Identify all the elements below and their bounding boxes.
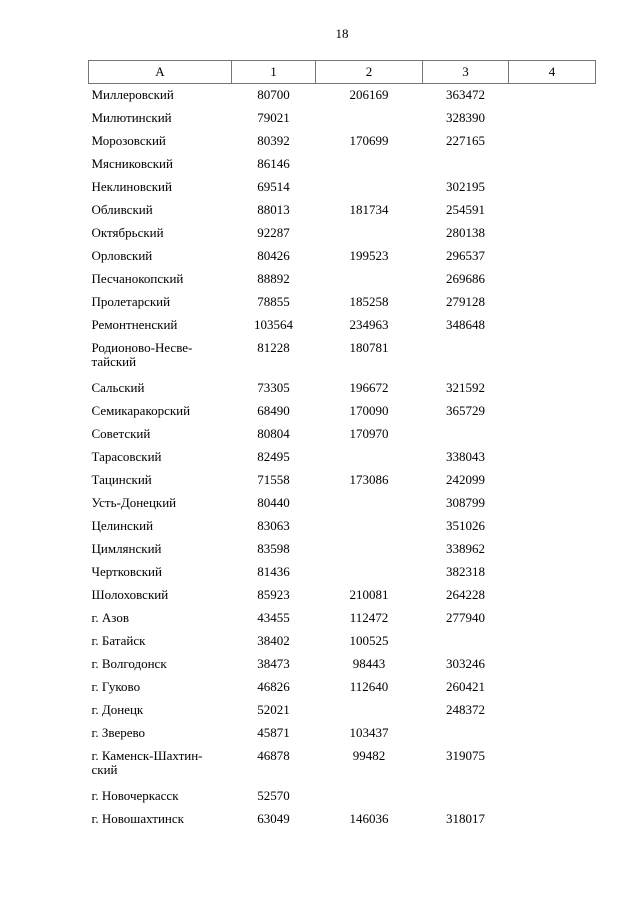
row-value-cell-4 [509, 607, 596, 630]
row-value-cell-3: 302195 [446, 178, 485, 194]
row-name-cell: Песчанокопский [91, 270, 184, 286]
page-number: 18 [335, 26, 349, 41]
row-value-cell-2 [316, 222, 423, 245]
row-value-cell-3: 254591 [446, 201, 485, 217]
row-value-cell-3: 365729 [446, 402, 485, 418]
row-value-cell-4 [509, 337, 596, 377]
row-value-cell-1: 80700 [257, 87, 290, 102]
table-row [89, 199, 596, 222]
table-row [89, 745, 596, 785]
row-value-cell-2: 173086 [349, 471, 389, 487]
header-cell-1: 1 [232, 61, 316, 84]
row-name-cell: Обливский [91, 201, 153, 217]
row-value-cell-4 [509, 446, 596, 469]
row-name-cell: г. Гуково [91, 678, 141, 694]
row-value-cell-2: 99482 [352, 747, 386, 763]
row-value-cell-3: 338962 [446, 540, 485, 556]
row-value-cell-2: 181734 [349, 201, 389, 217]
row-name-cell: Пролетарский [91, 293, 171, 309]
row-value-cell-4 [509, 745, 596, 785]
row-name-cell: г. Азов [91, 609, 129, 625]
row-value-cell-4 [509, 153, 596, 176]
row-value-cell-2: 234963 [349, 316, 389, 332]
row-name-cell: Семикаракорский [91, 402, 191, 418]
row-value-cell-1: 52021 [257, 701, 290, 717]
row-value-cell-2 [316, 446, 423, 469]
row-name-cell: Родионово-Несве- тайский [91, 339, 193, 369]
row-value-cell-2 [316, 561, 423, 584]
row-value-cell-1: 80804 [257, 425, 290, 441]
table-row [89, 245, 596, 268]
row-value-cell-4 [509, 808, 596, 831]
row-value-cell-1: 92287 [257, 224, 290, 240]
row-value-cell-2 [316, 107, 423, 130]
row-value-cell-2: 170090 [349, 402, 389, 418]
row-value-cell-1: 83063 [257, 517, 290, 533]
row-name-cell: Тацинский [91, 471, 152, 487]
row-value-cell-3 [423, 337, 509, 377]
table-row [89, 785, 596, 808]
row-value-cell-4 [509, 84, 596, 107]
row-value-cell-1: 38402 [257, 632, 290, 648]
row-value-cell-3: 338043 [446, 448, 485, 464]
row-value-cell-1: 45871 [257, 724, 290, 740]
row-value-cell-3: 242099 [446, 471, 485, 487]
row-value-cell-4 [509, 676, 596, 699]
row-name-cell: Миллеровский [91, 87, 174, 102]
row-value-cell-2: 199523 [349, 247, 389, 263]
row-value-cell-4 [509, 130, 596, 153]
row-value-cell-1: 88013 [257, 201, 290, 217]
row-value-cell-1: 71558 [257, 471, 290, 487]
table-row [89, 446, 596, 469]
row-name-cell: Морозовский [91, 132, 166, 148]
table-row [89, 699, 596, 722]
row-value-cell-1: 79021 [257, 109, 290, 125]
table-row [89, 291, 596, 314]
table-row [89, 469, 596, 492]
row-value-cell-2: 98443 [352, 655, 386, 671]
row-value-cell-1: 52570 [257, 787, 290, 803]
row-value-cell-4 [509, 245, 596, 268]
row-value-cell-4 [509, 630, 596, 653]
table-row [89, 584, 596, 607]
row-value-cell-1: 80440 [257, 494, 290, 510]
row-value-cell-3: 321592 [446, 379, 485, 395]
row-name-cell: г. Волгодонск [91, 655, 167, 671]
row-value-cell-4 [509, 469, 596, 492]
table-row [89, 176, 596, 199]
row-name-cell: Ремонтненский [91, 316, 178, 332]
row-value-cell-1: 86146 [257, 155, 290, 171]
row-value-cell-1: 69514 [257, 178, 290, 194]
row-value-cell-4 [509, 222, 596, 245]
table-row [89, 377, 596, 400]
table-row [89, 423, 596, 446]
row-value-cell-1: 68490 [257, 402, 290, 418]
row-value-cell-3: 248372 [446, 701, 485, 717]
row-name-cell: Октябрьский [91, 224, 164, 240]
table-body [89, 84, 596, 831]
row-value-cell-4 [509, 785, 596, 808]
row-name-cell: Шолоховский [91, 586, 169, 602]
row-value-cell-3 [423, 153, 509, 176]
row-value-cell-2: 206169 [349, 87, 389, 102]
table-row [89, 492, 596, 515]
row-value-cell-1: 80426 [257, 247, 290, 263]
row-name-cell: г. Донецк [91, 701, 144, 717]
row-value-cell-3: 280138 [446, 224, 485, 240]
row-value-cell-1: 85923 [257, 586, 290, 602]
table-row [89, 808, 596, 831]
row-value-cell-2: 185258 [349, 293, 389, 309]
row-value-cell-3: 227165 [446, 132, 485, 148]
row-name-cell: Чертковский [91, 563, 162, 579]
row-value-cell-3: 363472 [446, 87, 485, 102]
row-value-cell-3: 328390 [446, 109, 485, 125]
table-row [89, 538, 596, 561]
table-row [89, 130, 596, 153]
row-value-cell-2 [316, 515, 423, 538]
row-value-cell-4 [509, 199, 596, 222]
header-cell-a: А [89, 61, 232, 84]
row-value-cell-4 [509, 515, 596, 538]
row-value-cell-1: 73305 [257, 379, 290, 395]
table-row [89, 515, 596, 538]
row-value-cell-2 [316, 492, 423, 515]
row-name-cell: г. Новочеркасск [91, 787, 179, 803]
table-row [89, 400, 596, 423]
table-row [89, 653, 596, 676]
row-value-cell-4 [509, 107, 596, 130]
row-name-cell: г. Каменск-Шахтин- ский [91, 747, 203, 777]
row-value-cell-1: 80392 [257, 132, 290, 148]
table-row [89, 314, 596, 337]
row-value-cell-3: 296537 [446, 247, 485, 263]
row-value-cell-3 [423, 785, 509, 808]
row-value-cell-4 [509, 653, 596, 676]
table-row [89, 268, 596, 291]
row-name-cell: Советский [91, 425, 151, 441]
row-value-cell-2: 146036 [349, 810, 389, 826]
row-value-cell-3: 308799 [446, 494, 485, 510]
row-value-cell-2: 170970 [349, 425, 389, 441]
row-value-cell-4 [509, 314, 596, 337]
row-value-cell-2: 180781 [349, 339, 389, 355]
row-value-cell-4 [509, 584, 596, 607]
row-value-cell-1: 46826 [257, 678, 290, 694]
row-value-cell-4 [509, 699, 596, 722]
header-cell-2: 2 [316, 61, 423, 84]
row-value-cell-1: 43455 [257, 609, 290, 625]
row-value-cell-1: 82495 [257, 448, 290, 464]
row-value-cell-4 [509, 561, 596, 584]
row-name-cell: Неклиновский [91, 178, 172, 194]
row-value-cell-2: 112472 [349, 609, 389, 625]
row-value-cell-1: 78855 [257, 293, 290, 309]
row-name-cell: Цимлянский [91, 540, 162, 556]
table-row [89, 222, 596, 245]
row-value-cell-2 [316, 699, 423, 722]
table-row [89, 107, 596, 130]
row-name-cell: г. Новошахтинск [91, 810, 184, 826]
row-value-cell-4 [509, 492, 596, 515]
row-value-cell-3: 351026 [446, 517, 485, 533]
row-value-cell-2: 100525 [349, 632, 389, 648]
row-value-cell-1: 81228 [257, 339, 290, 355]
row-name-cell: г. Зверево [91, 724, 146, 740]
row-name-cell: Усть-Донецкий [91, 494, 177, 510]
row-value-cell-1: 63049 [257, 810, 290, 826]
row-name-cell: Тарасовский [91, 448, 162, 464]
row-value-cell-1: 103564 [254, 316, 293, 332]
row-value-cell-1: 46878 [257, 747, 290, 763]
table-row [89, 84, 596, 107]
row-value-cell-3: 260421 [446, 678, 485, 694]
row-value-cell-3: 318017 [446, 810, 485, 826]
header-cell-4: 4 [509, 61, 596, 84]
row-value-cell-2 [316, 538, 423, 561]
row-value-cell-2 [316, 268, 423, 291]
row-value-cell-4 [509, 400, 596, 423]
row-value-cell-3: 264228 [446, 586, 485, 602]
row-name-cell: г. Батайск [91, 632, 146, 648]
row-value-cell-3 [423, 722, 509, 745]
table-row [89, 722, 596, 745]
table-row [89, 561, 596, 584]
row-value-cell-3: 277940 [446, 609, 485, 625]
data-table [88, 60, 596, 831]
row-value-cell-2 [316, 153, 423, 176]
row-value-cell-1: 88892 [257, 270, 290, 286]
table-row [89, 337, 596, 377]
table-row [89, 607, 596, 630]
row-value-cell-2: 103437 [349, 724, 389, 740]
table-row [89, 153, 596, 176]
row-value-cell-3 [423, 630, 509, 653]
row-value-cell-2: 112640 [349, 678, 389, 694]
row-value-cell-4 [509, 722, 596, 745]
row-name-cell: Сальский [91, 379, 145, 395]
row-name-cell: Милютинский [91, 109, 172, 125]
row-value-cell-2 [316, 785, 423, 808]
row-value-cell-3: 303246 [446, 655, 485, 671]
row-value-cell-1: 38473 [257, 655, 290, 671]
table-row [89, 676, 596, 699]
row-value-cell-4 [509, 538, 596, 561]
row-value-cell-3: 319075 [446, 747, 485, 763]
row-name-cell: Целинский [91, 517, 154, 533]
row-value-cell-2: 196672 [349, 379, 389, 395]
row-name-cell: Орловский [91, 247, 153, 263]
row-value-cell-4 [509, 377, 596, 400]
row-value-cell-4 [509, 268, 596, 291]
header-row [89, 61, 596, 84]
row-value-cell-3: 269686 [446, 270, 485, 286]
row-value-cell-4 [509, 423, 596, 446]
row-value-cell-3 [423, 423, 509, 446]
row-value-cell-1: 83598 [257, 540, 290, 556]
row-value-cell-2 [316, 176, 423, 199]
header-cell-3: 3 [423, 61, 509, 84]
table-row [89, 630, 596, 653]
row-value-cell-3: 279128 [446, 293, 485, 309]
row-value-cell-2: 170699 [349, 132, 389, 148]
row-value-cell-3: 382318 [446, 563, 485, 579]
row-name-cell: Мясниковский [91, 155, 173, 171]
row-value-cell-4 [509, 291, 596, 314]
row-value-cell-3: 348648 [446, 316, 485, 332]
row-value-cell-4 [509, 176, 596, 199]
row-value-cell-1: 81436 [257, 563, 290, 579]
row-value-cell-2: 210081 [349, 586, 389, 602]
